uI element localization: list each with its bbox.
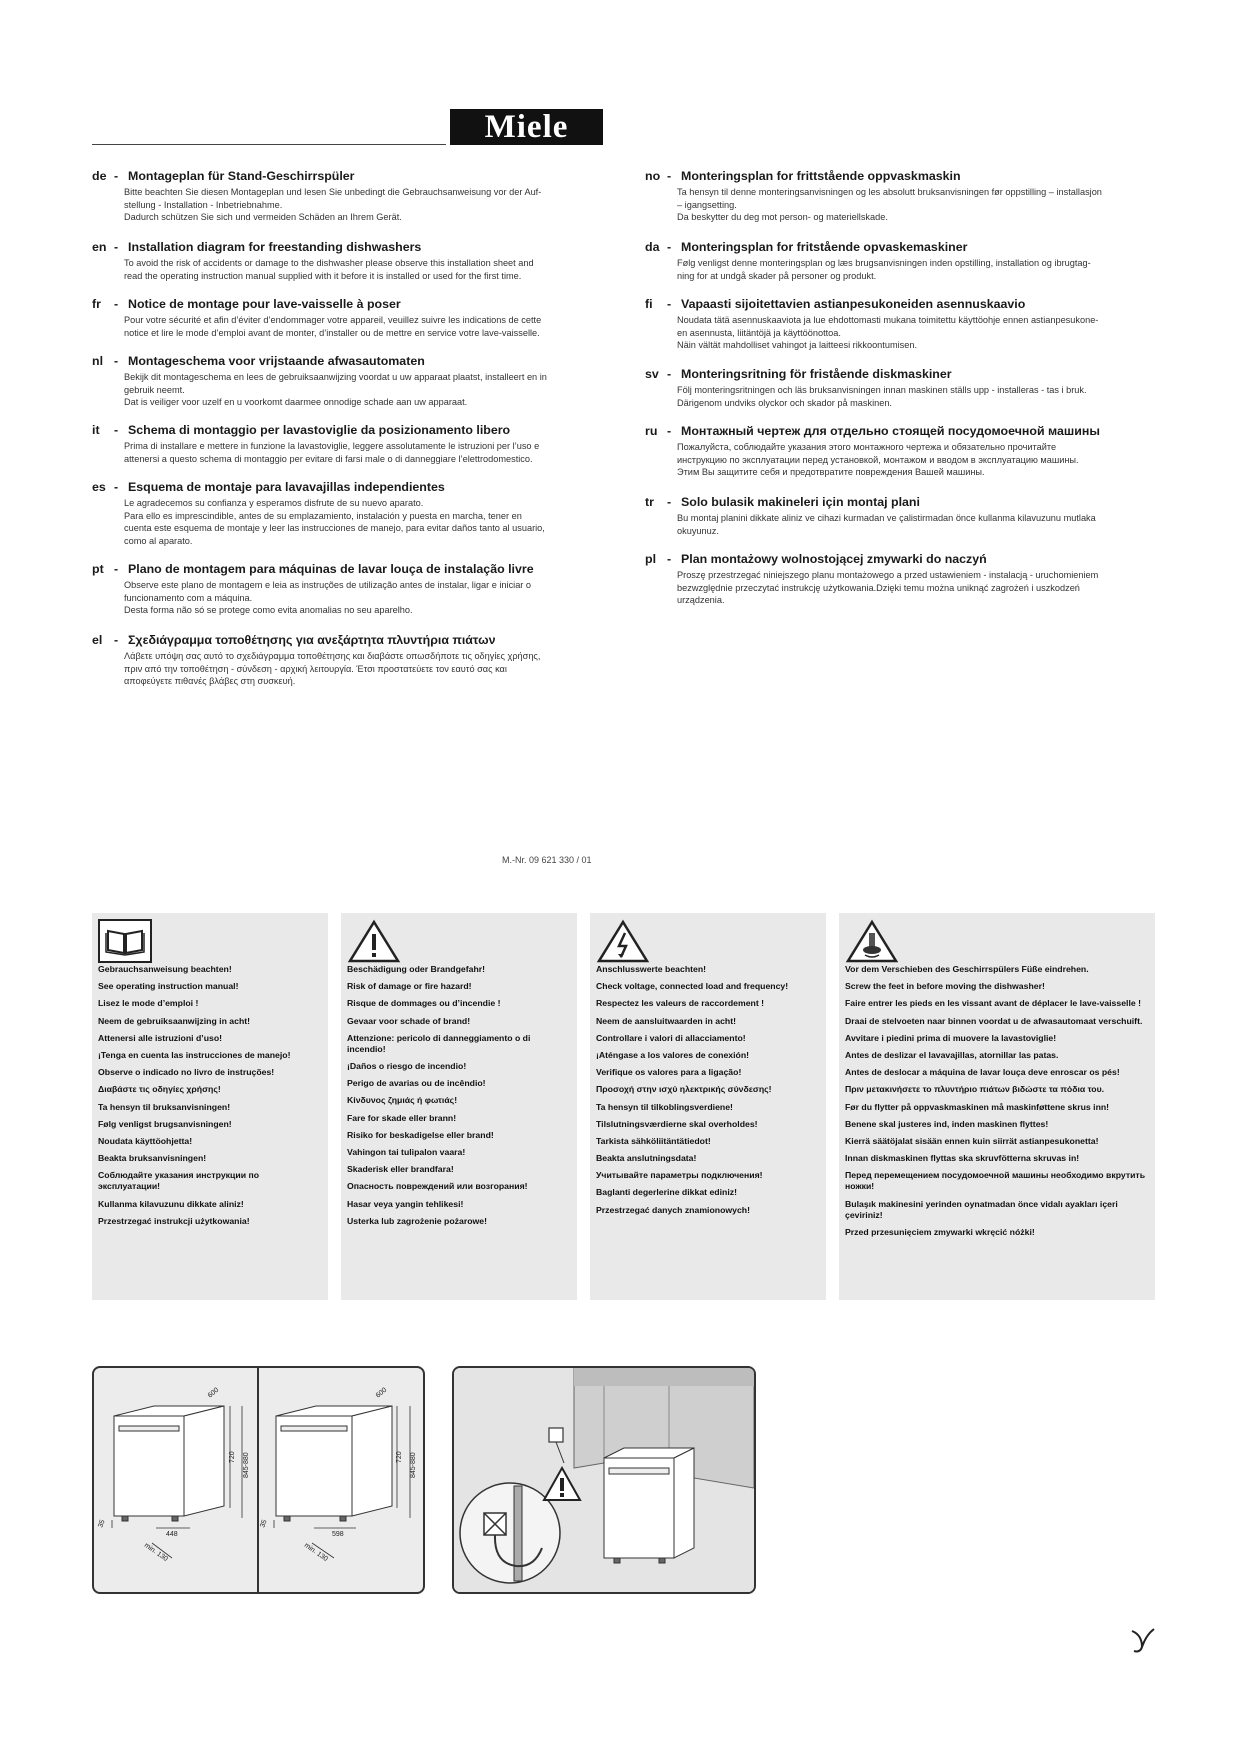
lang-title: Vapaasti sijoitettavien astianpesukoneiden asennuskaavio xyxy=(681,297,1026,311)
panel-line: Avvitare i piedini prima di muovere la lavastoviglie! xyxy=(845,1032,1057,1043)
miele-logo: Miele xyxy=(450,109,603,145)
lang-code: pl xyxy=(645,552,657,566)
panel-line: Skaderisk eller brandfara! xyxy=(347,1164,454,1175)
lang-body: Observe este plano de montagem e leia as instruções de utilização antes de instalar, ligar e iniciar o funcionamento com a máquina. Desta forma não só se protege como evita anomalias no seu aparelho. xyxy=(124,580,532,616)
panel-line: Screw the feet in before moving the dishwasher! xyxy=(845,981,1045,992)
panel-line: Baglanti degerlerine dikkat ediniz! xyxy=(596,1187,737,1198)
panel-line: Hasar veya yangin tehlikesi! xyxy=(347,1198,464,1209)
panel-line: Antes de deslocar a máquina de lavar louça deve enroscar os pés! xyxy=(845,1067,1120,1078)
panel-line: Kullanma kilavuzunu dikkate aliniz! xyxy=(98,1198,244,1209)
panel-line: Κίνδυνος ζημιάς ή φωτιάς! xyxy=(347,1095,458,1106)
header-rule xyxy=(92,144,446,145)
panel-line: Опасность повреждений или возгорания! xyxy=(347,1181,528,1192)
panel-line: Bulaşık makinesini yerinden oynatmadan önce vidalı ayakları içeri çeviriniz! xyxy=(845,1198,1118,1220)
book-icon xyxy=(98,919,152,963)
lang-block-fi xyxy=(645,297,1155,352)
lang-body: Prima di installare e mettere in funzione la lavastoviglie, leggere assolutamente le istruzioni per l’uso e attenersi a questo schema di montaggio per evitare di farsi male o di danneggiare l’elettrodomestico. xyxy=(124,441,540,464)
dim-height-inner: 720 xyxy=(229,1451,236,1463)
lang-code: fr xyxy=(92,297,101,311)
lang-code: fi xyxy=(645,297,653,311)
panel-line: Перед перемещением посудомоечной машины необходимо вкрутить ножки! xyxy=(845,1170,1146,1192)
panel-line: Draai de stelvoeten naar binnen voordat u de afwasautomaat verschuift. xyxy=(845,1015,1143,1026)
panel-line: Przestrzegać instrukcji użytkowania! xyxy=(98,1215,250,1226)
lang-body: Bitte beachten Sie diesen Montageplan und lesen Sie unbedingt die Gebrauchsanweisung vor der Auf- stellung - Installation - Inbetriebnahme. Dadurch schützen Sie sich und vermeiden Schäden an Ihrem Gerät. xyxy=(124,187,542,223)
lang-body: Proszę przestrzegać niniejszego planu montażowego a przed ustawieniem - instalacją - uruchomieniem bezwzględnie przeczytać instrukcję użytkowania.Dzięki temu można uniknąć zagrożeń i uszkodzeń urządzenia. xyxy=(677,570,1099,606)
panel-line: Przed przesunięciem zmywarki wkręcić nóżki! xyxy=(845,1226,1035,1237)
lang-code: de xyxy=(92,169,107,183)
dim-width: 598 xyxy=(332,1531,344,1538)
lang-block-pt xyxy=(92,562,597,617)
panel-line: Benene skal justeres ind, inden maskinen flyttes! xyxy=(845,1118,1049,1129)
lang-block-en xyxy=(92,240,597,282)
panel-line: Før du flytter på oppvaskmaskinen må maskinføttene skrus inn! xyxy=(845,1101,1110,1112)
dishwasher-45cm xyxy=(114,1406,224,1521)
lang-body: Följ monteringsritningen och läs bruksanvisningen innan maskinen ställs upp - installeras - tas i bruk. Därigenom undviks olyckor och skador på maskinen. xyxy=(677,385,1087,408)
lang-body: To avoid the risk of accidents or damage to the dishwasher please observe this installation sheet and read the operating instruction manual supplied with it before it is installed or used for the first time. xyxy=(124,258,534,281)
panel-line: Følg venligst brugsanvisningen! xyxy=(98,1118,232,1129)
panel-line: Noudata käyttöohjetta! xyxy=(98,1135,193,1146)
panel-line: Lisez le mode d’emploi ! xyxy=(98,998,199,1009)
lang-heading: de - Montageplan für Stand-Geschirrspüler xyxy=(92,169,355,183)
lang-title: Σχεδιάγραμμα τοποθέτησης για ανεξάρτητα πλυντήρια πιάτων xyxy=(128,633,496,647)
lang-code: el xyxy=(92,633,103,647)
lang-block-nl xyxy=(92,354,597,409)
panel-line: Przestrzegać danych znamionowych! xyxy=(596,1204,751,1215)
lang-code: en xyxy=(92,240,107,254)
dim-foot: 35 xyxy=(97,1518,107,1529)
dim-height-range: 845-880 xyxy=(243,1452,250,1478)
lang-title: Esquema de montaje para lavavajillas independientes xyxy=(128,480,445,494)
panel-line: Kierrä säätöjalat sisään ennen kuin siirrät astianpesukonetta! xyxy=(845,1135,1099,1146)
lang-block-fr xyxy=(92,297,597,339)
panel-line: Perigo de avarias ou de incêndio! xyxy=(347,1078,486,1089)
warning-exclamation-icon xyxy=(347,919,401,963)
dim-height-range: 845-880 xyxy=(410,1452,417,1478)
panel-line: Attenzione: pericolo di danneggiamento o di incendio! xyxy=(347,1032,531,1054)
lang-heading: tr - Solo bulasik makineleri için montaj plani xyxy=(645,495,920,509)
lang-block-es xyxy=(92,480,597,547)
panel-lines xyxy=(845,964,1147,1244)
dimension-diagram xyxy=(92,1366,425,1594)
panel-line: Observe o indicado no livro de instruções! xyxy=(98,1067,275,1078)
panel-line: Gebrauchsanweisung beachten! xyxy=(98,964,232,974)
lang-block-pl xyxy=(645,552,1155,607)
panel-line: Innan diskmaskinen flyttas ska skruvfötterna skruvas in! xyxy=(845,1153,1080,1164)
panel-line: See operating instruction manual! xyxy=(98,981,239,992)
lang-block-de xyxy=(92,169,597,224)
lang-heading: pt - Plano de montagem para máquinas de lavar louça de instalação livre xyxy=(92,562,534,576)
lang-body: Noudata tätä asennuskaaviota ja lue ehdottomasti mukana toimitettu käyttöohje ennen astianpesukone- en asennusta, liitäntöjä ja käyttöönottoa. Näin vältät mahdolliset vahingot ja laitteesi rikkoontumisen. xyxy=(677,315,1099,351)
panel-line: Neem de gebruiksaanwijzing in acht! xyxy=(98,1015,251,1026)
panel-lines xyxy=(596,964,818,1222)
lang-code: no xyxy=(645,169,661,183)
lang-heading: sv - Monteringsritning för fristående diskmaskiner xyxy=(645,367,952,381)
panel-line: Πριν μετακινήσετε το πλυντήριο πιάτων βιδώστε τα πόδια του. xyxy=(845,1084,1105,1095)
lang-heading: es - Esquema de montaje para lavavajillas independientes xyxy=(92,480,445,494)
panel-line: Προσοχή στην ισχύ ηλεκτρικής σύνδεσης! xyxy=(596,1084,772,1095)
panel-lines xyxy=(98,964,320,1233)
lang-block-no xyxy=(645,169,1155,224)
lang-heading: it - Schema di montaggio per lavastoviglie da posizionamento libero xyxy=(92,423,511,437)
panel-line: Usterka lub zagrożenie pożarowe! xyxy=(347,1215,487,1226)
lang-heading: fr - Notice de montage pour lave-vaisselle à poser xyxy=(92,297,401,311)
lang-title: Monteringsplan for frittstående oppvaskmaskin xyxy=(681,169,961,183)
lang-title: Schema di montaggio per lavastoviglie da posizionamento libero xyxy=(128,423,511,437)
panel-line: Risiko for beskadigelse eller brand! xyxy=(347,1129,494,1140)
panel-line: Verifique os valores para a ligação! xyxy=(596,1067,742,1078)
dim-min: min. 130 xyxy=(142,1541,169,1564)
lang-code: tr xyxy=(645,495,654,509)
installation-drawing xyxy=(454,1368,754,1592)
lang-body: Følg venligst denne monteringsplan og læs brugsanvisningen inden opstilling, installation og ibrugtag- ning for at undgå skader på personer og produkt. xyxy=(677,258,1091,281)
lang-title: Notice de montage pour lave-vaisselle à poser xyxy=(128,297,401,311)
lang-block-ru xyxy=(645,424,1155,479)
lang-title: Solo bulasik makineleri için montaj plani xyxy=(681,495,920,509)
panel-lines xyxy=(347,964,569,1233)
lang-heading: el - Σχεδιάγραμμα τοποθέτησης για ανεξάρτητα πλυντήρια πιάτων xyxy=(92,633,496,647)
panel-fire-hazard xyxy=(341,913,577,1300)
dim-min: min. 130 xyxy=(302,1541,329,1564)
lang-heading: en - Installation diagram for freestanding dishwashers xyxy=(92,240,422,254)
lang-code: pt xyxy=(92,562,104,576)
dim-height-inner: 720 xyxy=(396,1451,403,1463)
panel-line: Tarkista sähköliitäntätiedot! xyxy=(596,1135,711,1146)
lang-title: Installation diagram for freestanding dishwashers xyxy=(128,240,422,254)
lang-body: Пожалуйста, соблюдайте указания этого монтажного чертежа и обязательно прочитайте инструкцию по эксплуатации перед установкой, монтажом и вводом в эксплуатацию машины. Этим Вы защитите себя и предотвратите повреждения Вашей машины. xyxy=(677,442,1079,478)
panel-line: Neem de aansluitwaarden in acht! xyxy=(596,1015,737,1026)
panel-line: ¡Aténgase a los valores de conexión! xyxy=(596,1049,750,1060)
lang-block-sv xyxy=(645,367,1155,409)
lang-block-tr xyxy=(645,495,1155,537)
lang-block-it xyxy=(92,423,597,465)
lang-block-da xyxy=(645,240,1155,282)
dim-foot: 35 xyxy=(259,1518,269,1529)
panel-line: Ta hensyn til bruksanvisningen! xyxy=(98,1101,231,1112)
dishwasher xyxy=(604,1448,694,1563)
panel-line: Respectez les valeurs de raccordement ! xyxy=(596,998,765,1009)
lang-title: Plan montażowy wolnostojącej zmywarki do naczyń xyxy=(681,552,987,566)
lang-heading: da - Monteringsplan for fritstående opvaskemaskiner xyxy=(645,240,968,254)
lang-body: Ta hensyn til denne monteringsanvisningen og les absolutt bruksanvisningen før oppstilling – installasjon – igangsetting. Da beskytter du deg mot person- og materiellskade. xyxy=(677,187,1102,223)
dim-depth: 600 xyxy=(206,1386,221,1400)
lang-code: nl xyxy=(92,354,104,368)
panel-line: Beschädigung oder Brandgefahr! xyxy=(347,964,486,974)
panel-line: Учитывайте параметры подключения! xyxy=(596,1170,763,1181)
panel-line: Antes de deslizar el lavavajillas, atornillar las patas. xyxy=(845,1049,1059,1060)
panel-line: Соблюдайте указания инструкции по эксплуатации! xyxy=(98,1170,259,1192)
lang-code: sv xyxy=(645,367,659,381)
installation-diagram xyxy=(452,1366,756,1594)
panel-line: Vor dem Verschieben des Geschirrspülers Füße eindrehen. xyxy=(845,964,1089,974)
lang-code: es xyxy=(92,480,106,494)
panel-line: Ta hensyn til tilkoblingsverdiene! xyxy=(596,1101,733,1112)
panel-line: Beakta anslutningsdata! xyxy=(596,1153,697,1164)
panel-line: Faire entrer les pieds en les vissant avant de déplacer le lave-vaisselle ! xyxy=(845,998,1142,1009)
panel-line: Διαβάστε τις οδηγίες χρήσης! xyxy=(98,1084,221,1095)
panel-line: Risque de dommages ou d’incendie ! xyxy=(347,998,501,1009)
lang-body: Le agradecemos su confianza y esperamos disfrute de su nuevo aparato. Para ello es imprescindible, antes de su emplazamiento, instalación y puesta en marcha, tener en cuenta este esquema de montaje y leer las instrucciones de manejo, para evitar daños tanto al usuario, como al aparato. xyxy=(124,498,545,546)
panel-line: Attenersi alle istruzioni d’uso! xyxy=(98,1032,223,1043)
lang-code: da xyxy=(645,240,660,254)
panel-line: Gevaar voor schade of brand! xyxy=(347,1015,471,1026)
panel-line: ¡Tenga en cuenta las instrucciones de manejo! xyxy=(98,1049,291,1060)
lang-body: Bekijk dit montageschema en lees de gebruiksaanwijzing voordat u uw apparaat plaatst, installeert en in gebruik neemt. Dat is veiliger voor uzelf en u voorkomt daarmee onnodige schade aan uw apparaat. xyxy=(124,372,547,408)
panel-line: Risk of damage or fire hazard! xyxy=(347,981,472,992)
lang-heading: pl - Plan montażowy wolnostojącej zmywarki do naczyń xyxy=(645,552,987,566)
panel-line: Vahingon tai tulipalon vaara! xyxy=(347,1146,466,1157)
lang-code: it xyxy=(92,423,100,437)
dishwasher-60cm xyxy=(276,1406,392,1521)
panel-line: Beakta bruksanvisningen! xyxy=(98,1153,207,1164)
material-number: M.-Nr. 09 621 330 / 01 xyxy=(502,855,592,865)
corner-mark-icon xyxy=(1128,1625,1158,1655)
warning-foot-icon xyxy=(845,919,899,963)
lang-body: Bu montaj planini dikkate aliniz ve cihazi kurmadan ve çalistirmadan önce kullanma kilavuzunu mutlaka okuyunuz. xyxy=(677,513,1096,536)
warning-electric-icon xyxy=(596,919,650,963)
panel-line: Controllare i valori di allacciamento! xyxy=(596,1032,746,1043)
lang-title: Монтажный чертеж для отдельно стоящей посудомоечной машины xyxy=(681,424,1100,438)
panel-line: ¡Daños o riesgo de incendio! xyxy=(347,1061,467,1072)
lang-code: ru xyxy=(645,424,658,438)
lang-body: Pour votre sécurité et afin d’éviter d’endommager votre appareil, veuillez suivre les indications de cette notice et lire le mode d’emploi avant de monter, d’installer ou de mettre en service votre lave-vaisselle. xyxy=(124,315,542,338)
lang-title: Montageplan für Stand-Geschirrspüler xyxy=(128,169,355,183)
panel-line: Tilslutningsværdierne skal overholdes! xyxy=(596,1118,758,1129)
lang-title: Monteringsritning för fristående diskmaskiner xyxy=(681,367,952,381)
lang-body: Λάβετε υπόψη σας αυτό το σχεδιάγραμμα τοποθέτησης και διαβάστε οπωσδήποτε τις οδηγίες χρήσης, πριν από την τοποθέτηση - σύνδεση - αρχική λειτουργία. Έτσι προστατεύετε τον εαυτό σας και αποφεύγετε πιθανές βλάβες στη συσκευή. xyxy=(124,651,541,687)
lang-heading: no - Monteringsplan for frittstående oppvaskmaskin xyxy=(645,169,961,183)
dim-depth: 600 xyxy=(374,1386,389,1400)
panel-read-manual xyxy=(92,913,328,1300)
panel-electrical xyxy=(590,913,826,1300)
dimension-drawing xyxy=(94,1368,423,1592)
socket-symbol-icon xyxy=(549,1428,563,1442)
panel-line: Fare for skade eller brann! xyxy=(347,1112,457,1123)
lang-block-el xyxy=(92,633,597,688)
panel-screw-feet xyxy=(839,913,1155,1300)
dim-width: 448 xyxy=(166,1531,178,1538)
lang-heading: nl - Montageschema voor vrijstaande afwasautomaten xyxy=(92,354,425,368)
lang-title: Monteringsplan for fritstående opvaskemaskiner xyxy=(681,240,968,254)
lang-title: Plano de montagem para máquinas de lavar louça de instalação livre xyxy=(128,562,534,576)
lang-heading: fi - Vapaasti sijoitettavien astianpesukoneiden asennuskaavio xyxy=(645,297,1026,311)
lang-heading: ru - Монтажный чертеж для отдельно стоящей посудомоечной машины xyxy=(645,424,1100,438)
panel-line: Check voltage, connected load and frequency! xyxy=(596,981,789,992)
panel-line: Anschlusswerte beachten! xyxy=(596,964,707,974)
lang-title: Montageschema voor vrijstaande afwasautomaten xyxy=(128,354,425,368)
